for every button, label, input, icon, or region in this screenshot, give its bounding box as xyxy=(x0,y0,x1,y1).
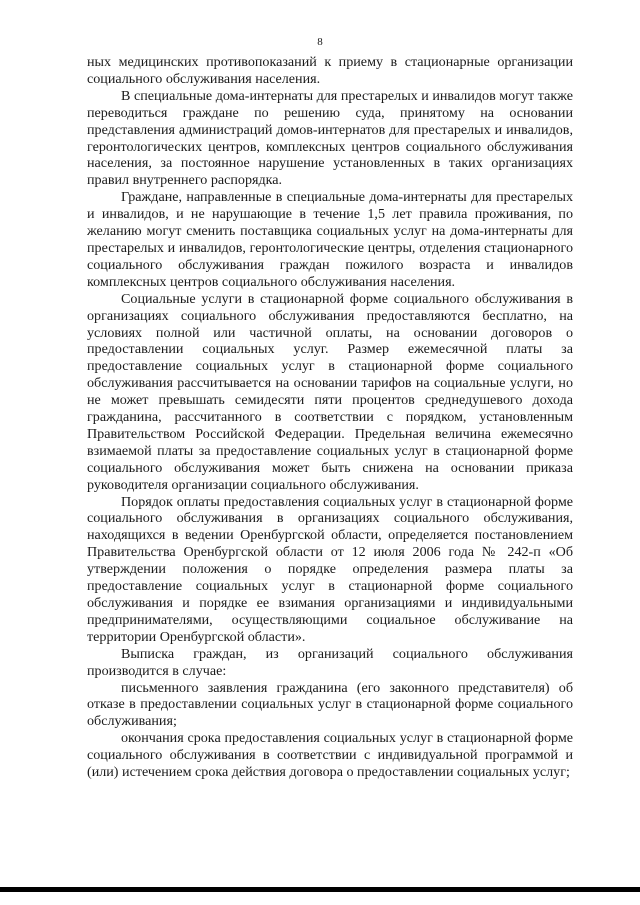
paragraph-provider-change: Граждане, направленные в специальные дома-интернаты для престарелых и инвалидов, и не нарушающие в течение 1,5 лет правила проживания, по желанию могут сменить поставщика социальных услуг на дома-интернаты для престарелых и инвалидов, геронтологические центры, отделения стационарного социального обслуживания граждан пожилого возраста и инвалидов комплексных центров социального обслуживания населения. xyxy=(87,189,573,290)
paragraph-court-transfer: В специальные дома-интернаты для престарелых и инвалидов могут также переводиться граждане по решению суда, принятому на основании представления администраций домов-интернатов для престарелых и инвалидов, геронтологических центров, комплексных центров социального обслуживания населения, за постоянное нарушение установленных в таких организациях правил внутреннего распорядка. xyxy=(87,87,573,189)
page-number: 8 xyxy=(317,36,323,48)
list-item-written-request: письменного заявления гражданина (его законного представителя) об отказе в предоставлении социальных услуг в стационарной форме социального обслуживания; xyxy=(87,679,573,730)
paragraph-discharge-intro: Выписка граждан, из организаций социального обслуживания производится в случае: xyxy=(87,645,573,679)
page-bottom-rule xyxy=(0,887,640,892)
list-item-term-expiry: окончания срока предоставления социальных услуг в стационарной форме социального обслуживания в соответствии с индивидуальной программой и (или) истечением срока действия договора о предоставлении социальных услуг; xyxy=(87,730,573,781)
document-body xyxy=(87,54,573,781)
paragraph-continuation: ных медицинских противопоказаний к приему в стационарные организации социального обслуживания населения. xyxy=(87,54,573,87)
paragraph-payment-terms: Социальные услуги в стационарной форме социального обслуживания в организациях социального обслуживания предоставляются бесплатно, на условиях полной или частичной оплаты, на основании договоров о предоставлении социальных услуг. Размер ежемесячной платы за предоставление социальных услуг в стационарной форме социального обслуживания рассчитывается на основании тарифов на социальные услуги, но не может превышать семидесяти пяти процентов среднедушевого дохода гражданина, рассчитанного в соответствии с порядком, установленным Правительством Российской Федерации. Предельная величина ежемесячно взимаемой платы за предоставление социальных услуг в стационарной форме социального обслуживания может быть снижена на основании приказа руководителя организации социального обслуживания. xyxy=(87,290,573,493)
paragraph-payment-procedure: Порядок оплаты предоставления социальных услуг в стационарной форме социального обслуживания в организациях социального обслуживания, находящихся в ведении Оренбургской области, определяется постановлением Правительства Оренбургской области от 12 июля 2006 года № 242-п «Об утверждении положения о порядке определения размера платы за предоставление социальных услуг в стационарной форме социального обслуживания и порядке ее взимания организациями и индивидуальными предпринимателями, осуществляющими социальное обслуживание на территории Оренбургской области». xyxy=(87,493,573,645)
